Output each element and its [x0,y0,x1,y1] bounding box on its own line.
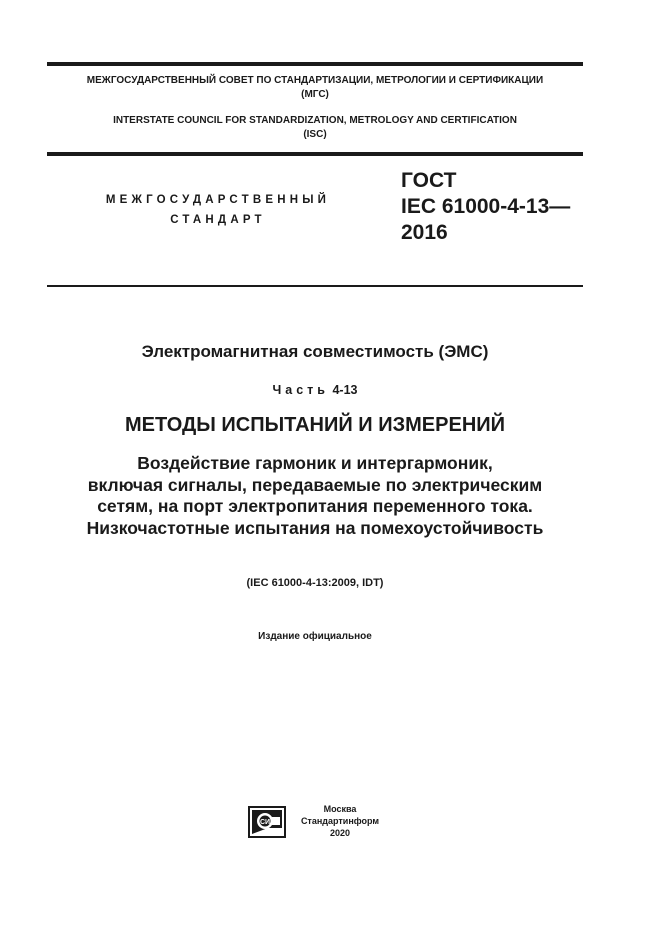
standartinform-logo-icon [248,806,286,838]
logo-text: СИ [259,819,271,826]
publisher-year: 2020 [329,828,351,838]
council-en-line2: (ISC) [303,129,327,140]
council-en-line1: INTERSTATE COUNCIL FOR STANDARDIZATION, METROLOGY AND CERTIFICATION [113,115,517,126]
publisher-info [292,803,388,839]
part-number: 4-13 [332,383,358,397]
top-rule [47,62,583,66]
publisher-city: Москва [323,804,357,814]
subtitle-line3: сетям, на порт электропитания переменного тока. [97,496,533,516]
standard-label-line1: МЕЖГОСУДАРСТВЕННЫЙ [105,194,331,206]
part-line [47,382,583,398]
header-rule [47,152,583,156]
publisher-name: Стандартинформ [300,816,380,826]
gost-number [401,168,570,246]
iec-reference: (IEC 61000-4-13:2009, IDT) [246,577,384,589]
edition-note: Издание официальное [258,631,372,642]
part-word: Часть [272,383,329,397]
gost-line2: IEC 61000-4-13— [401,195,571,218]
council-en [47,114,583,142]
subtitle [47,453,583,539]
standard-label [80,190,356,230]
gost-line1: ГОСТ [401,169,457,192]
standard-label-line2: СТАНДАРТ [170,214,266,226]
council-ru [47,74,583,102]
standard-rule [47,285,583,287]
title-methods: МЕТОДЫ ИСПЫТАНИЙ И ИЗМЕРЕНИЙ [124,414,506,436]
gost-line3: 2016 [401,221,448,244]
council-ru-line1: МЕЖГОСУДАРСТВЕННЫЙ СОВЕТ ПО СТАНДАРТИЗАЦИИ, МЕТРОЛОГИИ И СЕРТИФИКАЦИИ [86,75,544,86]
subtitle-line4: Низкочастотные испытания на помехоустойчивость [86,517,544,538]
subtitle-line1: Воздействие гармоник и интергармоник, [137,453,493,473]
council-ru-line2: (МГС) [301,89,329,100]
subtitle-line2: включая сигналы, передаваемые по электрическим [87,474,543,495]
title-main: Электромагнитная совместимость (ЭМС) [141,342,489,361]
